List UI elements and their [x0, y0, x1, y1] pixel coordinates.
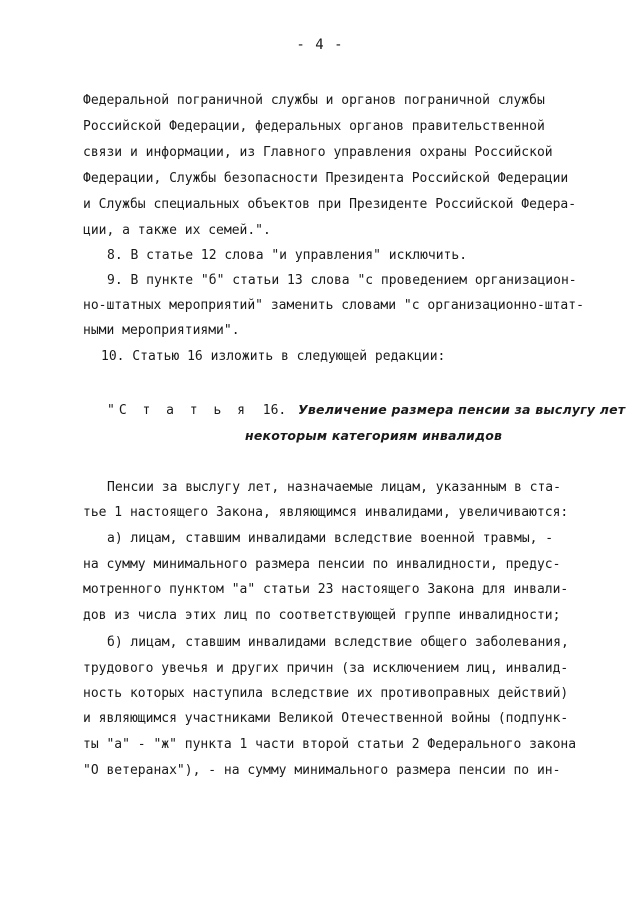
body-line: и являющимся участниками Великой Отечественной войны (подпунк- [83, 711, 569, 726]
article-heading [107, 402, 625, 419]
article-number: 16. [262, 403, 287, 418]
text-line: и Службы специальных объектов при Президенте Российской Федера- [83, 197, 577, 212]
page-number: - 4 - [296, 37, 344, 53]
article-heading-line2 [245, 428, 502, 445]
item-10: 10. Статью 16 изложить в следующей редакции: [101, 349, 446, 364]
text-line: Федерации, Службы безопасности Президента Российской Федерации [83, 171, 569, 186]
body-line: б) лицам, ставшим инвалидами вследствие общего заболевания, [107, 635, 569, 650]
text-line: Федеральной пограничной службы и органов пограничной службы [83, 93, 545, 108]
article-title-cont: некоторым категориям инвалидов [245, 428, 503, 443]
text-line: связи и информации, из Главного управления охраны Российской [83, 145, 553, 160]
body-line: дов из числа этих лиц по соответствующей группе инвалидности; [83, 608, 561, 623]
item-9-line: но-штатных мероприятий" заменить словами "с организационно-штат- [83, 298, 584, 313]
body-line: на сумму минимального размера пенсии по инвалидности, предус- [83, 557, 561, 572]
article-title: Увеличение размера пенсии за выслугу лет [298, 402, 626, 417]
body-line: ность которых наступила вследствие их противоправных действий) [83, 686, 569, 701]
article-prefix: "С т а т ь я [107, 403, 249, 418]
item-9-line: 9. В пункте "б" статьи 13 слова "с проведением организацион- [107, 273, 577, 288]
body-line: тье 1 настоящего Закона, являющимся инвалидами, увеличиваются: [83, 505, 569, 520]
body-line: трудового увечья и других причин (за исключением лиц, инвалид- [83, 661, 569, 676]
text-line: Российской Федерации, федеральных органов правительственной [83, 119, 545, 134]
item-9-line: ными мероприятиями". [83, 323, 240, 338]
body-line: ты "а" - "ж" пункта 1 части второй статьи 2 Федерального закона [83, 737, 577, 752]
body-line: а) лицам, ставшим инвалидами вследствие военной травмы, - [107, 531, 554, 546]
body-line: "О ветеранах"), - на сумму минимального размера пенсии по ин- [83, 763, 561, 778]
body-line: мотренного пунктом "а" статьи 23 настоящего Закона для инвали- [83, 582, 569, 597]
item-8: 8. В статье 12 слова "и управления" исключить. [107, 248, 468, 263]
body-line: Пенсии за выслугу лет, назначаемые лицам, указанным в ста- [107, 480, 561, 495]
text-line: ции, а также их семей.". [83, 223, 271, 238]
